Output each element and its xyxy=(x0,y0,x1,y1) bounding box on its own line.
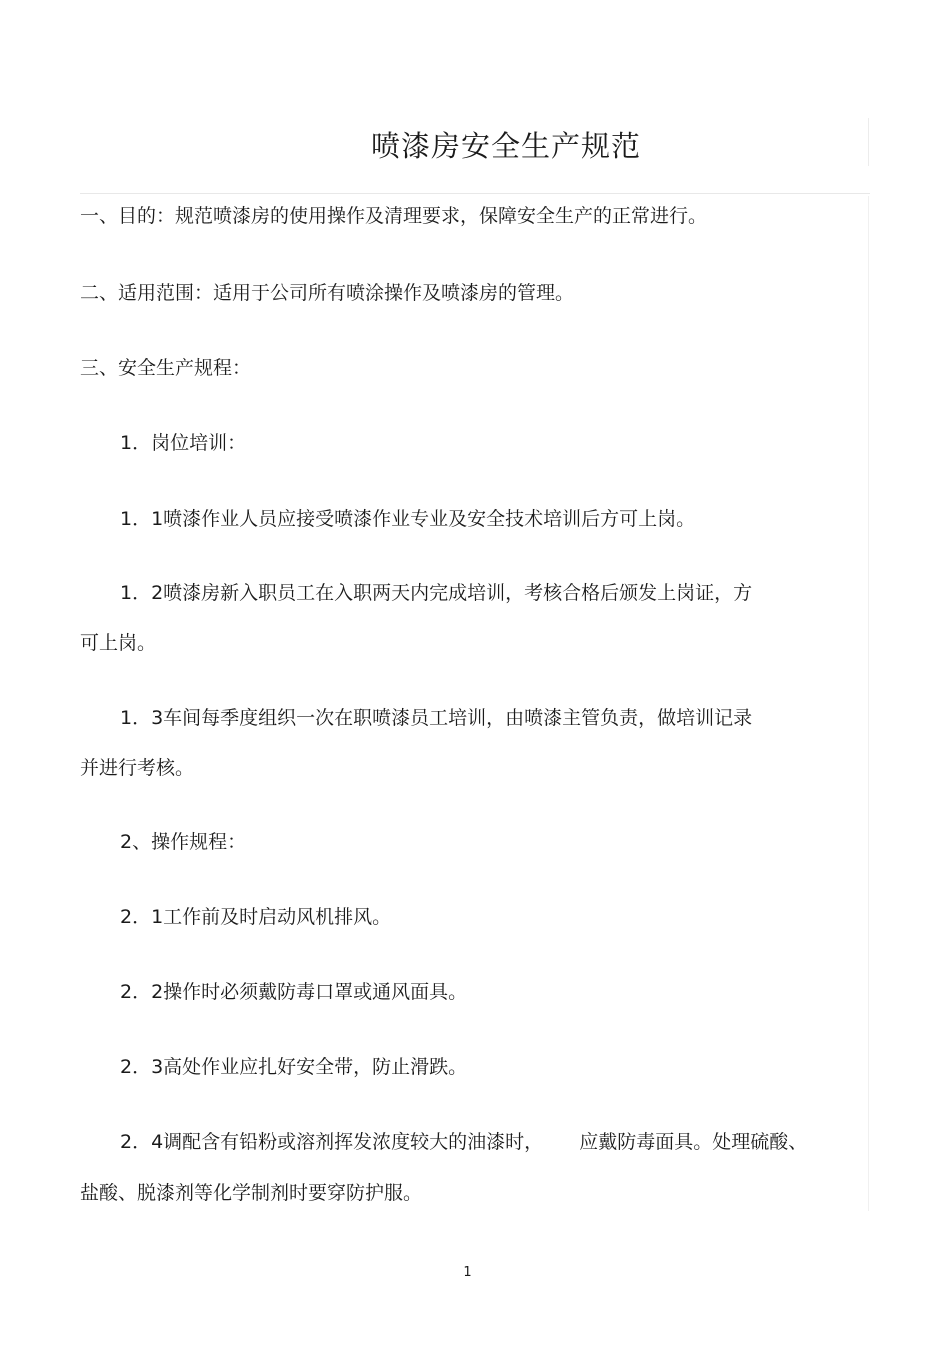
margin-line-body xyxy=(868,196,869,1211)
section-purpose: 一、目的：规范喷漆房的使用操作及清理要求，保障安全生产的正常进行。 xyxy=(80,205,708,227)
section-rules-heading: 三、安全生产规程： xyxy=(80,357,252,379)
clause-2-4-part-b: 应戴防毒面具。处理硫酸、 xyxy=(579,1131,808,1153)
clause-2-2: 2．2操作时必须戴防毒口罩或通风面具。 xyxy=(120,981,468,1003)
subsection-operation-heading: 2、操作规程： xyxy=(120,831,247,853)
page-number: 1 xyxy=(463,1265,472,1280)
clause-1-1: 1．1喷漆作业人员应接受喷漆作业专业及安全技术培训后方可上岗。 xyxy=(120,508,696,530)
clause-2-4-part-a: 2．4调配含有铅粉或溶剂挥发浓度较大的油漆时， xyxy=(120,1131,544,1153)
clause-2-3: 2．3高处作业应扎好安全带，防止滑跌。 xyxy=(120,1056,468,1078)
section-scope: 二、适用范围：适用于公司所有喷涂操作及喷漆房的管理。 xyxy=(80,282,575,304)
clause-1-2-line1: 1．2喷漆房新入职员工在入职两天内完成培训，考核合格后颁发上岗证，方 xyxy=(120,582,753,604)
clause-2-4-line1 xyxy=(120,1130,807,1154)
subsection-training-heading: 1．岗位培训： xyxy=(120,432,247,454)
title-divider xyxy=(80,193,870,194)
clause-1-2-line2: 可上岗。 xyxy=(80,632,157,654)
clause-1-3-line2: 并进行考核。 xyxy=(80,757,195,779)
clause-2-4-line2: 盐酸、脱漆剂等化学制剂时要穿防护服。 xyxy=(80,1182,423,1204)
document-title: 喷漆房安全生产规范 xyxy=(370,129,641,163)
clause-2-1: 2．1工作前及时启动风机排风。 xyxy=(120,906,392,928)
clause-1-3-line1: 1．3车间每季度组织一次在职喷漆员工培训，由喷漆主管负责，做培训记录 xyxy=(120,707,753,729)
